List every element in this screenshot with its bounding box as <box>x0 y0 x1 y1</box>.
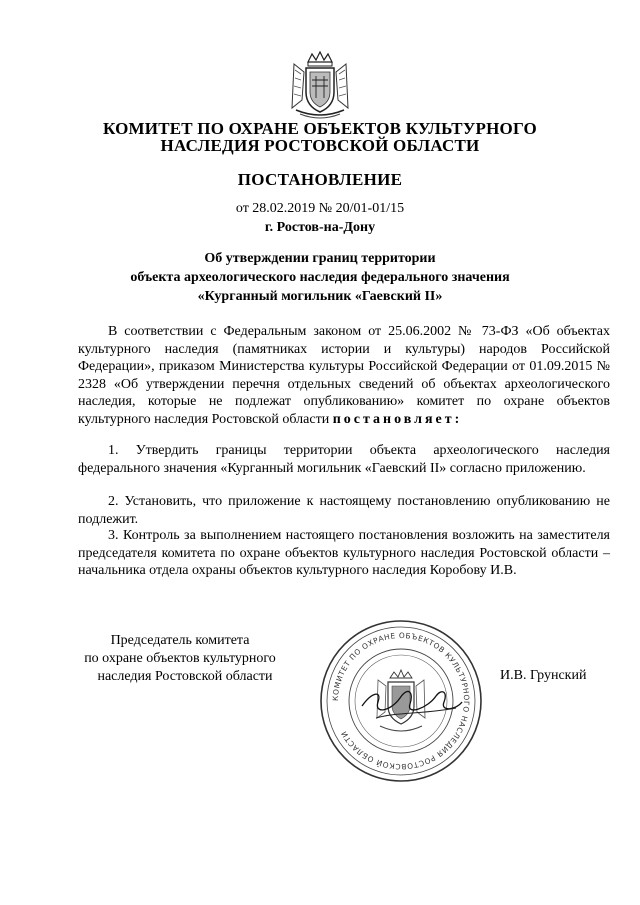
organization-name-line1: КОМИТЕТ ПО ОХРАНЕ ОБЪЕКТОВ КУЛЬТУРНОГО <box>103 119 537 138</box>
organization-name-line2: НАСЛЕДИЯ РОСТОВСКОЙ ОБЛАСТИ <box>160 136 480 155</box>
coat-of-arms-icon <box>286 50 354 120</box>
decree-word: постановляет: <box>332 411 463 427</box>
preamble-text: В соответствии с Федеральным законом от 25.06.2002 № 73-ФЗ «Об объектах культурного наследия (памятниках истории и культуры) народов Российской Федерации», приказом Министерства культуры Российской Федерации от 01.09.2015 № 2328 «Об утверждении перечня отдельных сведений об объектах археологического наследия, которые не подлежат опубликованию» комитет по охране объектов культурного наследия Ростовской области <box>78 324 610 427</box>
preamble-paragraph <box>78 323 610 429</box>
subject-line2: объекта археологического наследия федерального значения <box>130 270 510 285</box>
signatory-name: И.В. Грунский <box>500 668 587 683</box>
date-number: от 28.02.2019 № 20/01-01/15 <box>235 201 405 216</box>
signatory-position-line3: наследия Ростовской области <box>97 669 273 684</box>
subject-line3: «Курганный могильник «Гаевский II» <box>197 289 443 304</box>
item-3-paragraph: 3. Контроль за выполнением настоящего постановления возложить на заместителя председателя комитета по охране объектов культурного наследия Ростовской области – начальника отдела охраны объектов культурного наследия Коробову И.В. <box>78 528 610 579</box>
document-type: ПОСТАНОВЛЕНИЕ <box>237 170 403 189</box>
subject-line1: Об утверждении границ территории <box>204 251 436 266</box>
handwritten-signature-icon <box>356 662 466 732</box>
city: г. Ростов-на-Дону <box>264 220 376 235</box>
signatory-position-line2: по охране объектов культурного <box>84 651 276 666</box>
signatory-position-line1: Председатель комитета <box>110 633 250 648</box>
item-1-paragraph: 1. Утвердить границы территории объекта археологического наследия федерального значения «Курганный могильник «Гаевский II» согласно приложению. <box>78 443 610 476</box>
seal-text: КОМИТЕТ ПО ОХРАНЕ ОБЪЕКТОВ КУЛЬТУРНОГО НАСЛЕДИЯ РОСТОВСКОЙ ОБЛАСТИ <box>330 630 472 772</box>
item-2-paragraph: 2. Установить, что приложение к настоящему постановлению опубликованию не подлежит. <box>78 494 610 527</box>
